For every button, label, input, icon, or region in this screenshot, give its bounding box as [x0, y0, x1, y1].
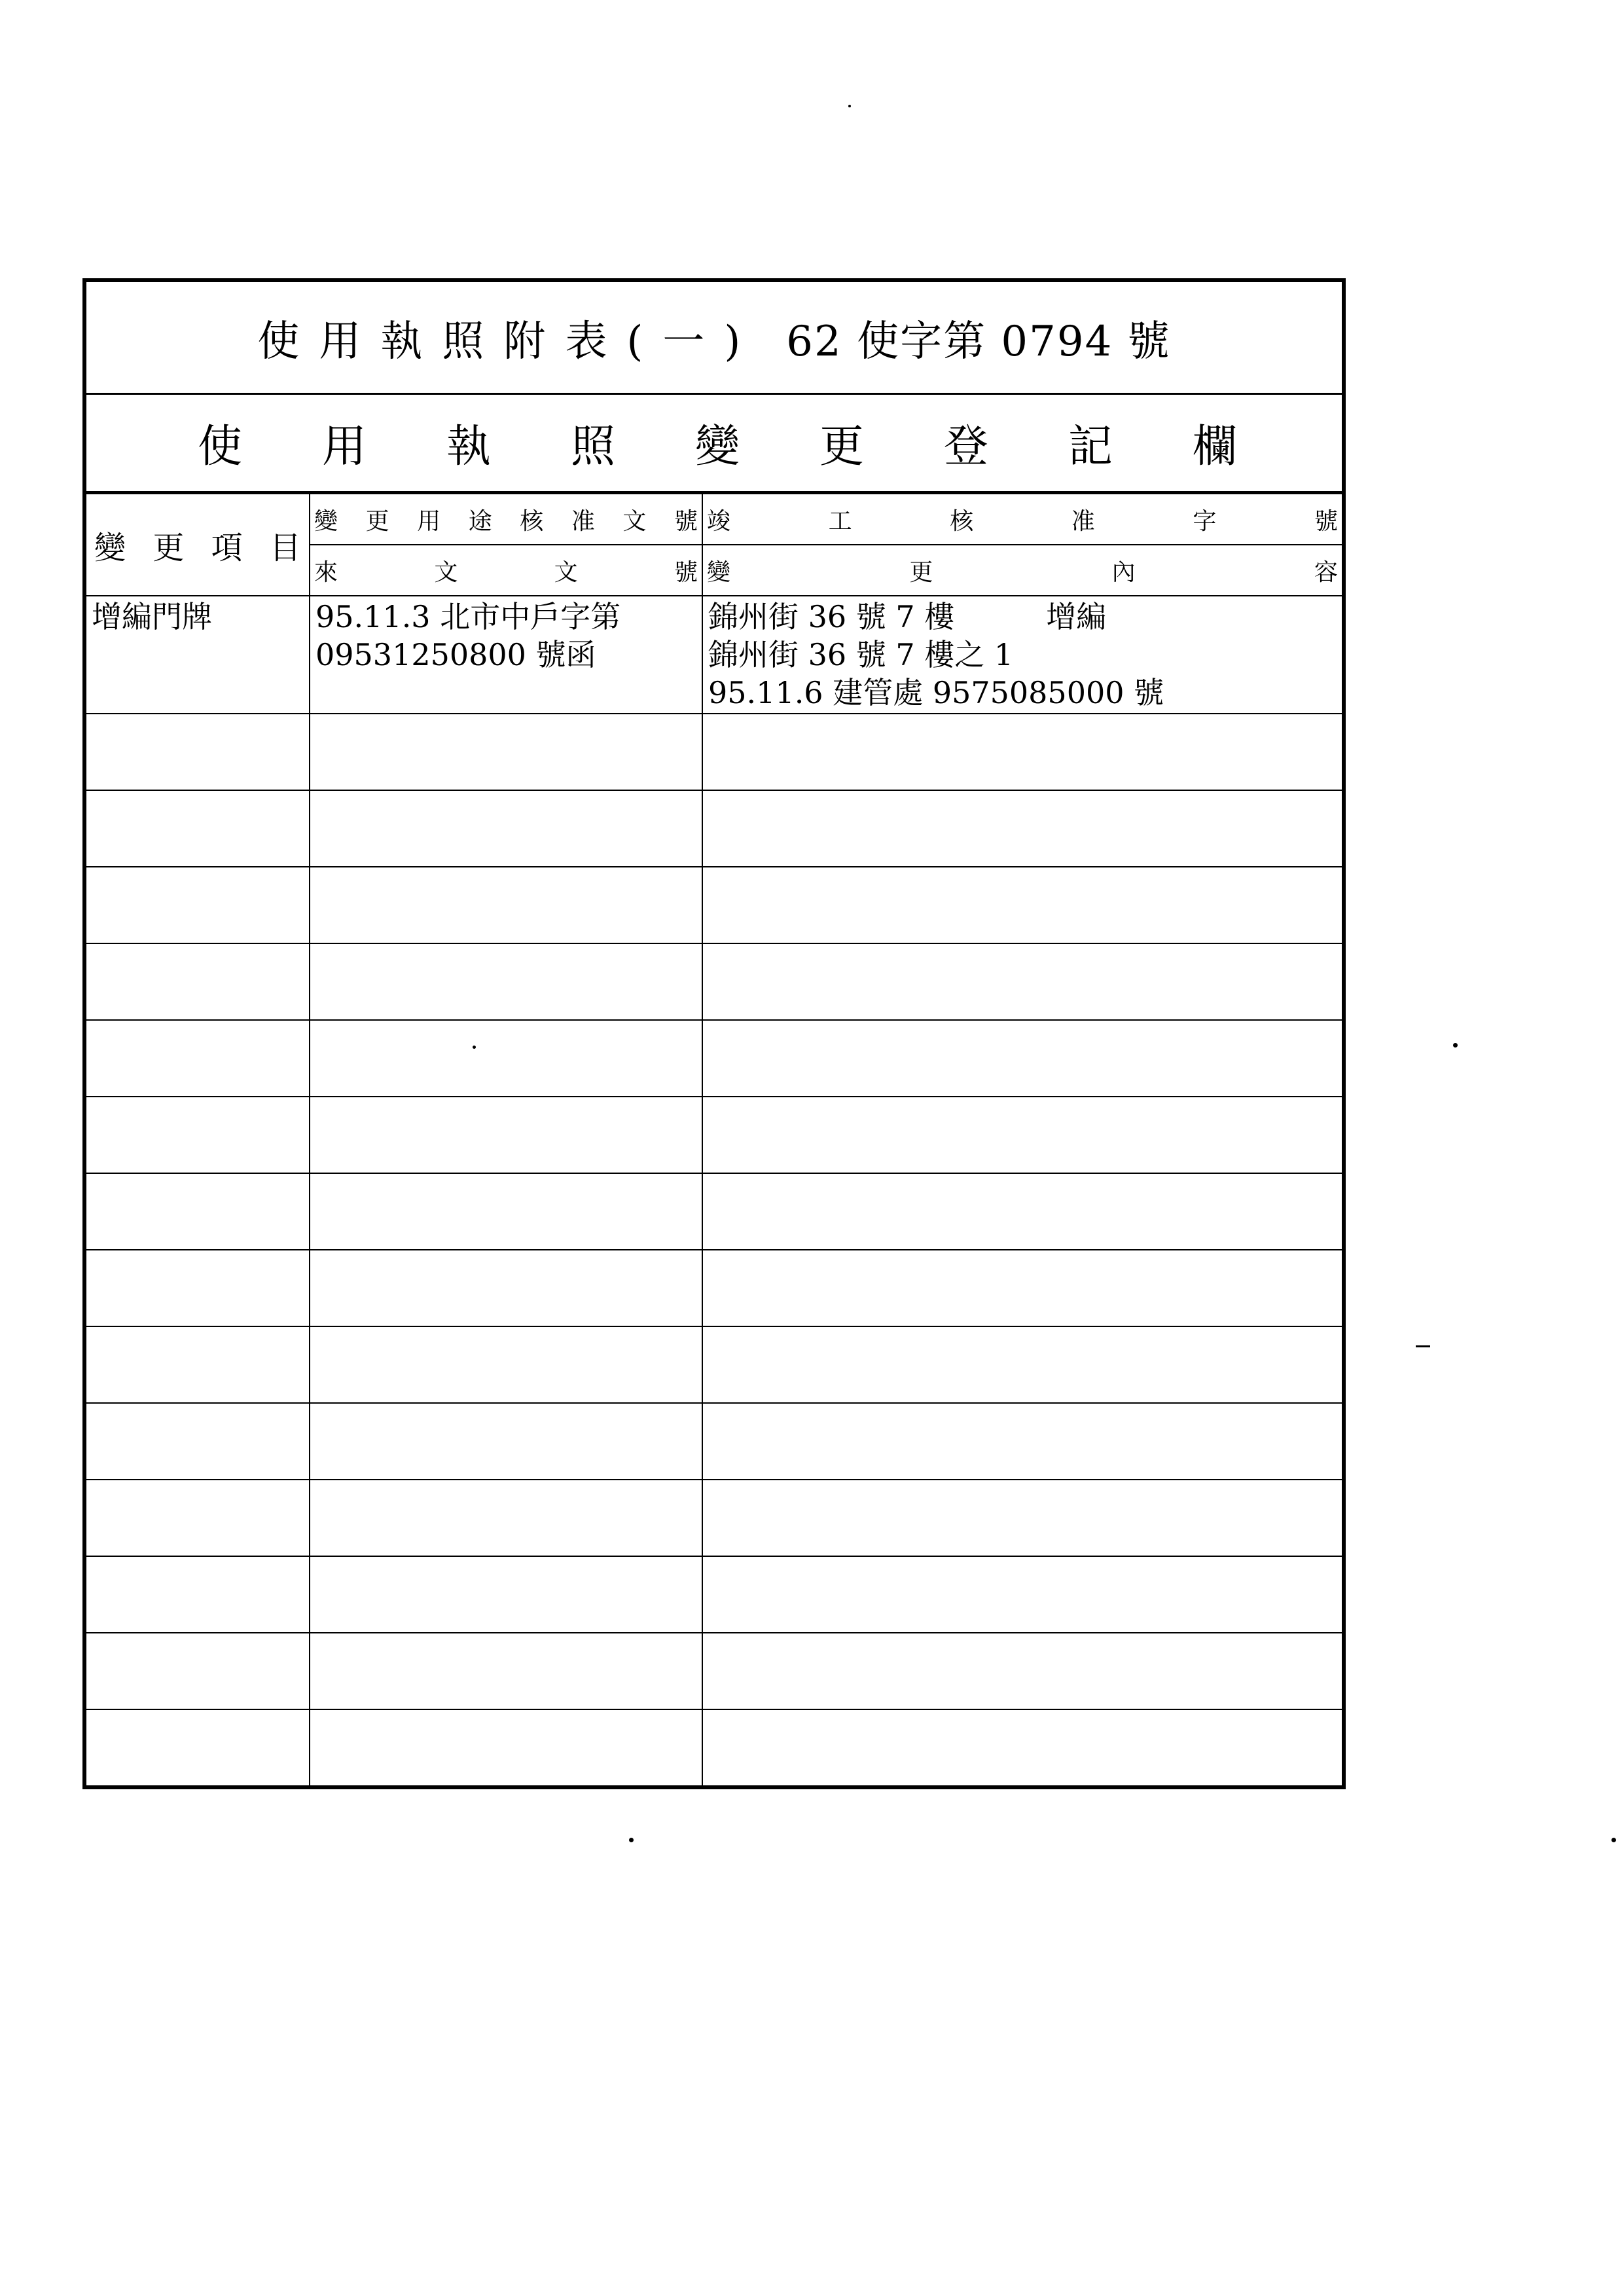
subtitle-char: 欄: [1192, 421, 1237, 473]
empty-cell: [702, 1173, 1342, 1250]
header-change-item: 變更項目: [86, 494, 310, 596]
change-register-table: [86, 493, 1342, 1786]
empty-cell: [86, 1173, 310, 1250]
content-address: 錦州街 36 號 7 樓: [708, 599, 955, 634]
form-subtitle: [86, 395, 1342, 493]
subtitle-char: 登: [943, 421, 988, 473]
empty-cell: [310, 1326, 702, 1403]
empty-cell: [702, 790, 1342, 867]
empty-cell: [86, 943, 310, 1020]
empty-cell: [86, 1020, 310, 1097]
empty-cell: [310, 1403, 702, 1480]
empty-cell: [310, 867, 702, 943]
cell-change-content: [702, 596, 1342, 714]
header-row-1: [86, 494, 1342, 545]
subtitle-char: 更: [819, 421, 864, 473]
empty-cell: [702, 1097, 1342, 1173]
table-row: [86, 1173, 1342, 1250]
empty-cell: [702, 1709, 1342, 1786]
registration-form: [82, 278, 1346, 1789]
subtitle-char: 用: [321, 421, 367, 473]
cell-change-item: [86, 596, 310, 714]
empty-cell: [702, 1250, 1342, 1326]
form-title-row: [86, 282, 1342, 395]
subtitle-char: 執: [446, 421, 491, 473]
empty-cell: [310, 1709, 702, 1786]
cell-doc-number: [310, 596, 702, 714]
empty-rows: [86, 714, 1342, 1786]
empty-cell: [702, 943, 1342, 1020]
scan-speck: [1453, 1043, 1458, 1048]
form-title: 使用執照附表(一): [257, 317, 761, 366]
scan-speck: [1611, 1838, 1616, 1842]
content-line: [708, 598, 1337, 636]
table-row: [86, 1480, 1342, 1556]
empty-cell: [702, 714, 1342, 790]
empty-cell: [702, 1633, 1342, 1709]
empty-cell: [86, 1480, 310, 1556]
table-row: [86, 596, 1342, 714]
subtitle-char: 照: [570, 421, 615, 473]
empty-cell: [86, 790, 310, 867]
empty-cell: [86, 1250, 310, 1326]
table-row: [86, 943, 1342, 1020]
empty-cell: [702, 1326, 1342, 1403]
header-incoming-doc-no: 來文文號: [310, 545, 702, 596]
header-approval-doc-no: 變更用途核准文號: [310, 494, 702, 545]
table-row: [86, 1709, 1342, 1786]
empty-cell: [86, 1097, 310, 1173]
table-row: [86, 1250, 1342, 1326]
subtitle-char: 變: [694, 421, 740, 473]
empty-cell: [310, 1020, 702, 1097]
empty-cell: [86, 1633, 310, 1709]
header-change-content: 變更內容: [702, 545, 1342, 596]
content-line: 95.11.6 建管處 9575085000 號: [708, 675, 1164, 710]
table-row: [86, 867, 1342, 943]
empty-cell: [310, 790, 702, 867]
empty-cell: [702, 1403, 1342, 1480]
empty-cell: [310, 1480, 702, 1556]
empty-cell: [86, 867, 310, 943]
subtitle-char: 使: [198, 421, 243, 473]
change-item-text: 增編門牌: [92, 599, 212, 634]
empty-cell: [310, 1173, 702, 1250]
empty-cell: [310, 943, 702, 1020]
table-row: [86, 1633, 1342, 1709]
empty-cell: [702, 1480, 1342, 1556]
table-row: [86, 1020, 1342, 1097]
empty-cell: [86, 714, 310, 790]
table-row: [86, 1326, 1342, 1403]
table-row: [86, 1097, 1342, 1173]
scan-speck: [473, 1046, 476, 1049]
empty-cell: [702, 1556, 1342, 1633]
table-row: [86, 1403, 1342, 1480]
license-number: 62 使字第 0794 號: [786, 317, 1171, 366]
empty-cell: [86, 1326, 310, 1403]
empty-cell: [310, 1250, 702, 1326]
subtitle-char: 記: [1068, 421, 1113, 473]
doc-number-line: 95.11.3 北市中戶字第: [315, 599, 621, 634]
table-row: [86, 714, 1342, 790]
content-action: 增編: [1046, 599, 1107, 634]
empty-cell: [86, 1709, 310, 1786]
empty-cell: [310, 1556, 702, 1633]
empty-cell: [310, 1633, 702, 1709]
empty-cell: [702, 1020, 1342, 1097]
content-line: 錦州街 36 號 7 樓之 1: [708, 637, 1014, 672]
table-row: [86, 790, 1342, 867]
empty-cell: [702, 867, 1342, 943]
empty-cell: [86, 1403, 310, 1480]
scan-speck: [629, 1838, 634, 1842]
empty-cell: [310, 1097, 702, 1173]
scan-speck: [848, 105, 851, 107]
header-completion-approval-no: 竣工核准字號: [702, 494, 1342, 545]
scan-mark: [1416, 1345, 1430, 1347]
table-row: [86, 1556, 1342, 1633]
doc-number-line: 09531250800 號函: [315, 637, 596, 672]
empty-cell: [86, 1556, 310, 1633]
empty-cell: [310, 714, 702, 790]
